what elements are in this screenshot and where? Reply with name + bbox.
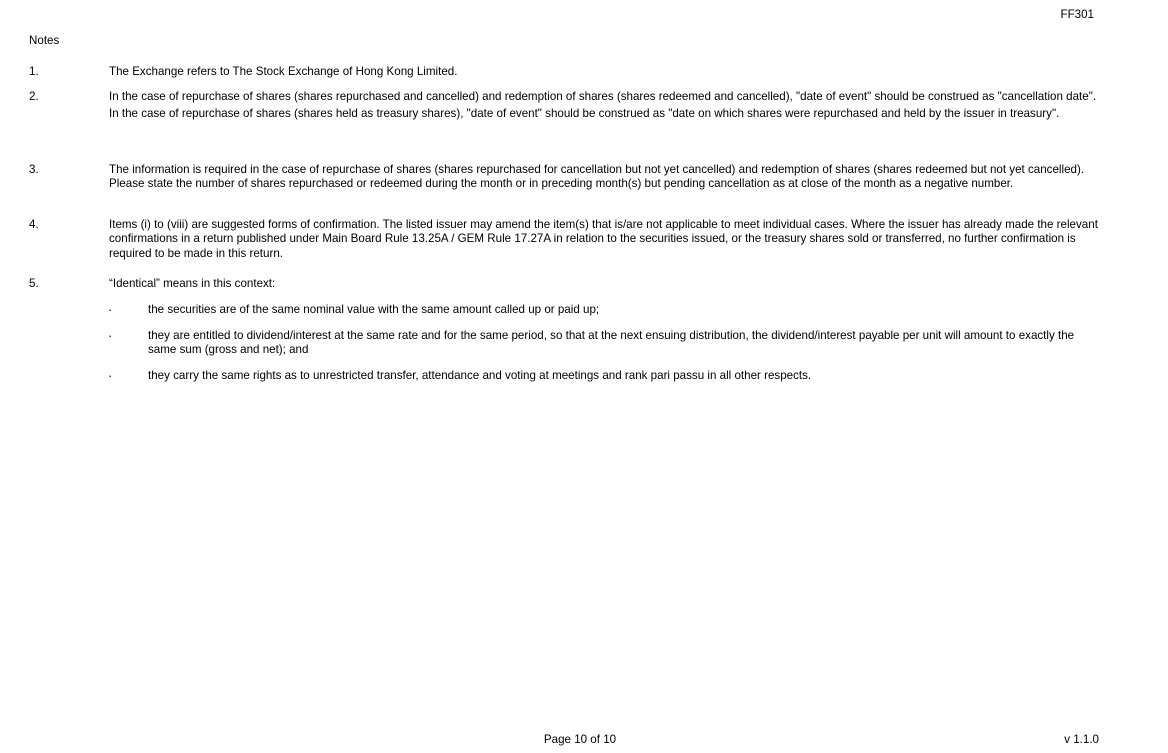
bullet-mark: · — [108, 368, 113, 383]
note-number: 2. — [29, 90, 39, 103]
note-paragraph: In the case of repurchase of shares (shares held as treasury shares), "date of event" should be construed as "date on which shares were repurchased and held by the issuer in treasury". — [109, 107, 1060, 121]
note-item-3 — [29, 163, 1109, 192]
page-number: Page 10 of 10 — [543, 733, 617, 746]
note-item-5 — [29, 277, 1109, 291]
note-paragraph: The Exchange refers to The Stock Exchange of Hong Kong Limited. — [109, 65, 458, 78]
form-code: FF301 — [1060, 8, 1094, 21]
note-number: 1. — [29, 65, 39, 78]
note-paragraph: The information is required in the case of repurchase of shares (shares repurchased for cancellation but not yet cancelled) and redemption of shares (shares redeemed but not yet cancelled). Please state the number of shares repurchased or redeemed during the month or in preceding month(s) but pending cancellation as at close of the month as a negative number. — [109, 163, 1085, 191]
bullet-item-3 — [108, 369, 1098, 383]
bullet-item-1 — [108, 303, 1098, 317]
bullet-item-2 — [108, 329, 1098, 358]
bullet-text: they carry the same rights as to unrestricted transfer, attendance and voting at meetings and rank pari passu in all other respects. — [148, 369, 812, 382]
bullet-mark: · — [108, 302, 113, 317]
note-paragraph: “Identical” means in this context: — [109, 277, 276, 290]
bullet-text: they are entitled to dividend/interest at the same rate and for the same period, so that at the next ensuing distribution, the dividend/interest payable per unit will amount to exactly the same sum (gross and net); and — [148, 329, 1075, 357]
bullet-mark: · — [108, 328, 113, 343]
note-number: 3. — [29, 163, 39, 176]
note-paragraph: Items (i) to (viii) are suggested forms of confirmation. The listed issuer may amend the item(s) that is/are not applicable to meet individual cases. Where the issuer has already made the relevant confirmations in a return published under Main Board Rule 13.25A / GEM Rule 17.27A in relation to the securities issued, or the treasury shares sold or transferred, no further confirmation is required to be made in this return. — [109, 218, 1098, 260]
note-number: 5. — [29, 277, 39, 290]
note-paragraph: In the case of repurchase of shares (shares repurchased and cancelled) and redemption of shares (shares redeemed and cancelled), "date of event" should be construed as "cancellation date". — [109, 90, 1097, 103]
notes-heading: Notes — [29, 34, 60, 47]
note-item-4 — [29, 218, 1109, 261]
note-item-2 — [29, 90, 1109, 122]
bullet-text: the securities are of the same nominal value with the same amount called up or paid up; — [148, 303, 600, 316]
note-number: 4. — [29, 218, 39, 231]
version-label: v 1.1.0 — [1064, 733, 1099, 746]
note-item-1 — [29, 65, 1109, 79]
